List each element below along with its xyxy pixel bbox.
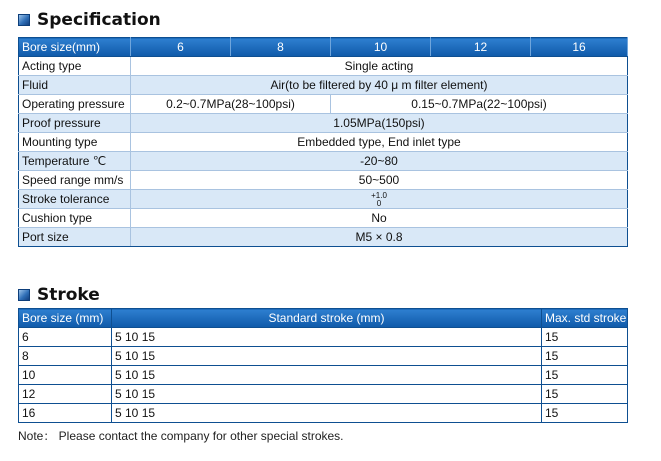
spec-label: Acting type — [19, 57, 131, 76]
spec-label: Port size — [19, 228, 131, 247]
stroke-bore: 6 — [19, 328, 112, 347]
stroke-header-bore: Bore size (mm) — [19, 309, 112, 328]
specification-title: Specification — [37, 10, 161, 30]
stroke-standard: 5 10 15 — [112, 347, 542, 366]
table-row — [19, 347, 628, 366]
stroke-header-standard: Standard stroke (mm) — [112, 309, 542, 328]
spec-header-6: 6 — [131, 38, 231, 57]
spec-row-stroke-tolerance — [19, 190, 628, 209]
spec-row-temperature — [19, 152, 628, 171]
spec-label: Proof pressure — [19, 114, 131, 133]
stroke-standard: 5 10 15 — [112, 366, 542, 385]
spec-label: Mounting type — [19, 133, 131, 152]
spec-header-bore: Bore size(mm) — [19, 38, 131, 57]
spec-row-mounting-type — [19, 133, 628, 152]
spec-header-12: 12 — [431, 38, 531, 57]
stroke-bore: 8 — [19, 347, 112, 366]
stroke-heading — [18, 285, 100, 305]
spec-value: Single acting — [131, 57, 628, 76]
tolerance-stack — [371, 192, 387, 208]
spec-row-speed-range — [19, 171, 628, 190]
tolerance-upper: +1.0 — [371, 190, 387, 200]
spec-label: Operating pressure — [19, 95, 131, 114]
spec-row-fluid — [19, 76, 628, 95]
table-row — [19, 385, 628, 404]
spec-value-bore-6-8: 0.2~0.7MPa(28~100psi) — [131, 95, 331, 114]
spec-row-cushion-type — [19, 209, 628, 228]
stroke-header-row — [19, 309, 628, 328]
spec-label: Fluid — [19, 76, 131, 95]
spec-value: 50~500 — [131, 171, 628, 190]
spec-row-proof-pressure — [19, 114, 628, 133]
spec-value: No — [131, 209, 628, 228]
stroke-max: 15 — [542, 366, 628, 385]
spec-value: -20~80 — [131, 152, 628, 171]
spec-label: Cushion type — [19, 209, 131, 228]
stroke-max: 15 — [542, 347, 628, 366]
stroke-max: 15 — [542, 328, 628, 347]
specification-heading — [18, 10, 161, 30]
stroke-standard: 5 10 15 — [112, 385, 542, 404]
specification-table — [18, 37, 628, 247]
tolerance-lower: 0 — [376, 198, 382, 208]
spec-value: M5 × 0.8 — [131, 228, 628, 247]
spec-header-8: 8 — [231, 38, 331, 57]
table-row — [19, 366, 628, 385]
stroke-max: 15 — [542, 404, 628, 423]
stroke-max: 15 — [542, 385, 628, 404]
spec-label: Temperature ℃ — [19, 152, 131, 171]
spec-label: Speed range mm/s — [19, 171, 131, 190]
spec-value-bore-10-16: 0.15~0.7MPa(22~100psi) — [331, 95, 628, 114]
spec-header-16: 16 — [531, 38, 628, 57]
stroke-bore: 10 — [19, 366, 112, 385]
stroke-header-max: Max. std stroke — [542, 309, 628, 328]
spec-header-row — [19, 38, 628, 57]
stroke-bore: 12 — [19, 385, 112, 404]
spec-row-port-size — [19, 228, 628, 247]
spec-label: Stroke tolerance — [19, 190, 131, 209]
spec-header-10: 10 — [331, 38, 431, 57]
spec-row-operating-pressure — [19, 95, 628, 114]
spec-row-acting-type — [19, 57, 628, 76]
square-bullet-icon — [18, 14, 30, 26]
stroke-title: Stroke — [37, 285, 100, 305]
table-row — [19, 328, 628, 347]
stroke-bore: 16 — [19, 404, 112, 423]
square-bullet-icon — [18, 289, 30, 301]
spec-value: 1.05MPa(150psi) — [131, 114, 628, 133]
table-row — [19, 404, 628, 423]
stroke-table — [18, 308, 628, 423]
spec-value: Air(to be filtered by 40 μ m filter element) — [131, 76, 628, 95]
footnote: Note： Please contact the company for other special strokes. — [18, 429, 344, 443]
stroke-standard: 5 10 15 — [112, 328, 542, 347]
stroke-standard: 5 10 15 — [112, 404, 542, 423]
spec-value: Embedded type, End inlet type — [131, 133, 628, 152]
spec-value — [131, 190, 628, 209]
